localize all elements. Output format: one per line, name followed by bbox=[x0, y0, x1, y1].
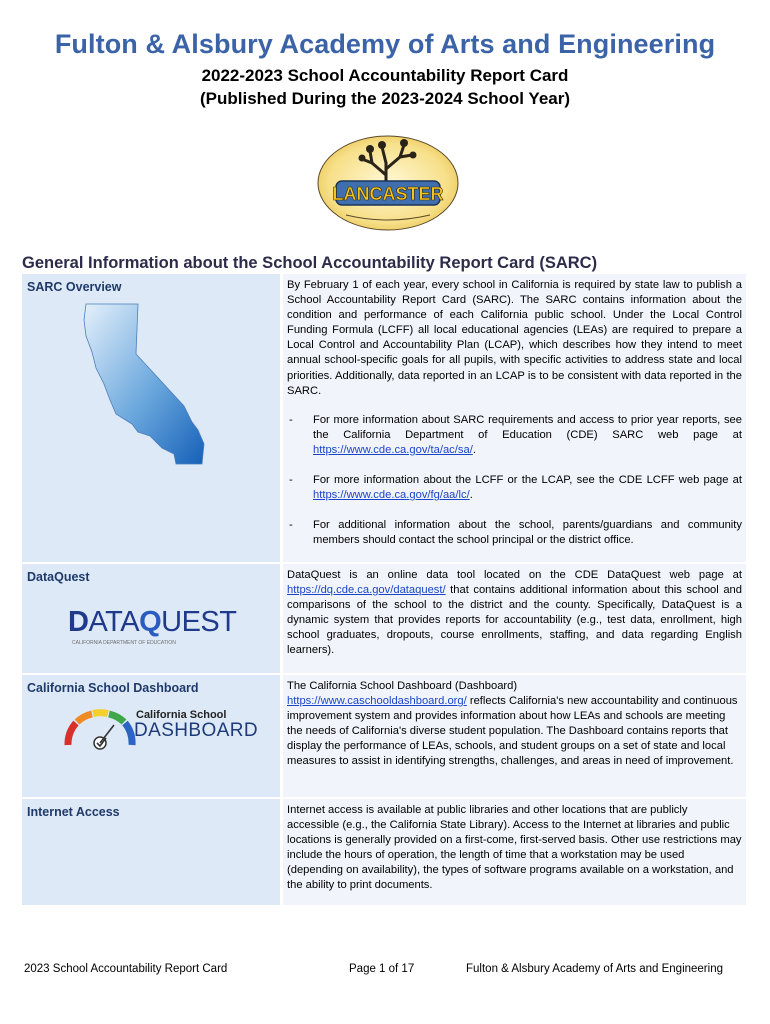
dataquest-logo-uest: UEST bbox=[161, 606, 237, 638]
school-logo bbox=[316, 133, 460, 232]
dashboard-link[interactable]: https://www.caschooldashboard.org/ bbox=[287, 695, 467, 708]
internet-access-row bbox=[22, 799, 746, 905]
footer-page-number: Page 1 of 17 bbox=[349, 963, 415, 975]
dashboard-logo-top: California School bbox=[136, 709, 227, 721]
sarc-bullet-1-text: For more information about SARC requirements and access to prior year reports, see the California Department of Education (CDE) SARC web page at bbox=[313, 413, 742, 441]
dashboard-logo-bottom: DASHBOARD bbox=[134, 720, 258, 741]
dataquest-text-before: DataQuest is an online data tool located on the CDE DataQuest web page at bbox=[287, 569, 742, 581]
dashboard-row bbox=[22, 675, 746, 797]
section-heading: General Information about the School Accountability Report Card (SARC) bbox=[22, 254, 598, 272]
sarc-bullet-3 bbox=[287, 518, 742, 548]
dataquest-text-after: that contains additional information about this school and comparisons of the school to the district and the county. Specifically, DataQuest is a dynamic system that provides reports for accountability (e.g., test data, enrollment, high school graduates, dropouts, course enrollments, staffing, and data regarding English learners). bbox=[287, 584, 742, 657]
dataquest-logo-q: Q bbox=[139, 606, 162, 638]
california-map-icon bbox=[80, 302, 220, 467]
logo-text: LANCASTER bbox=[332, 184, 444, 204]
school-name-title: Fulton & Alsbury Academy of Arts and Engineering bbox=[54, 29, 716, 59]
bullet-dash: - bbox=[289, 474, 293, 487]
footer-right: Fulton & Alsbury Academy of Arts and Engineering bbox=[466, 963, 723, 975]
dataquest-label: DataQuest bbox=[27, 570, 90, 584]
sarc-bullet-3-text: For additional information about the school, parents/guardians and community members should contact the school principal or the district office. bbox=[313, 519, 742, 547]
dashboard-label-cell bbox=[22, 675, 280, 797]
dashboard-text-cell bbox=[283, 675, 746, 797]
internet-access-text: Internet access is available at public libraries and other locations that are publicly accessible (e.g., the California State Library). Access to the Internet at libraries and public locations is generally provided on a first-come, first-served basis. Other use restrictions may include the hours of operation, the length of time that a workstation may be used (depending on availability), the types of software programs available on a workstation, and the ability to print documents. bbox=[287, 804, 742, 892]
report-title: 2022-2023 School Accountability Report Card bbox=[201, 66, 569, 85]
sarc-overview-label: SARC Overview bbox=[27, 280, 122, 294]
dataquest-link[interactable]: https://dq.cde.ca.gov/dataquest/ bbox=[287, 584, 446, 597]
cde-lcff-link[interactable]: https://www.cde.ca.gov/fg/aa/lc/ bbox=[313, 489, 470, 502]
dataquest-logo-ata: ATA bbox=[88, 606, 140, 638]
sarc-bullet-1-period: . bbox=[472, 443, 476, 456]
dashboard-line1: The California School Dashboard (Dashboard) bbox=[287, 680, 518, 692]
bullet-dash: - bbox=[289, 519, 293, 532]
sarc-overview-text-cell bbox=[283, 274, 746, 562]
sarc-bullet-2-text: For more information about the LCFF or the LCAP, see the CDE LCFF web page at bbox=[313, 474, 742, 487]
dataquest-label-cell bbox=[22, 564, 280, 673]
internet-access-text-cell bbox=[283, 799, 746, 905]
sarc-bullet-2-period: . bbox=[469, 489, 473, 502]
internet-access-label-cell bbox=[22, 799, 280, 905]
sarc-overview-label-cell bbox=[22, 274, 280, 562]
dataquest-row bbox=[22, 564, 746, 673]
sarc-overview-intro: By February 1 of each year, every school in California is required by state law to publish a School Accountability Report Card (SARC). The SARC contains information about the condition and performance of each California public school. Under the Local Control Funding Formula (LCFF) all local educational agencies (LEAs) are required to prepare a Local Control and Accountability Plan (LCAP), which describes how they intend to meet annual school-specific goals for all pupils, with specific activities to address state and local priorities. Additionally, data reported in an LCAP is to be consistent with data reported in the SARC. bbox=[287, 279, 742, 397]
internet-access-label: Internet Access bbox=[27, 805, 120, 819]
footer-left: 2023 School Accountability Report Card bbox=[24, 963, 228, 975]
dashboard-gauge-icon bbox=[62, 705, 138, 751]
dataquest-logo bbox=[68, 606, 248, 656]
dataquest-logo-sub: CALIFORNIA DEPARTMENT OF EDUCATION bbox=[72, 640, 176, 646]
sarc-overview-row bbox=[22, 274, 746, 562]
cde-sarc-link[interactable]: https://www.cde.ca.gov/ta/ac/sa/ bbox=[313, 443, 473, 456]
dataquest-text-cell bbox=[283, 564, 746, 673]
sarc-bullet-1 bbox=[287, 413, 742, 458]
dataquest-logo-d: D bbox=[68, 606, 89, 638]
dashboard-text-after: reflects California's new accountability and continuous improvement system and provides information about how LEAs and schools are meeting the needs of California's diverse student population. The Dashboard contains reports that display the performance of LEAs, schools, and student groups on a set of state and local measures to assist in identifying strengths, challenges, and areas in need of improvement. bbox=[287, 695, 738, 768]
sarc-bullet-2 bbox=[287, 473, 742, 503]
bullet-dash: - bbox=[289, 413, 293, 426]
dashboard-label: California School Dashboard bbox=[27, 681, 199, 695]
published-note: (Published During the 2023-2024 School Year) bbox=[199, 89, 571, 108]
